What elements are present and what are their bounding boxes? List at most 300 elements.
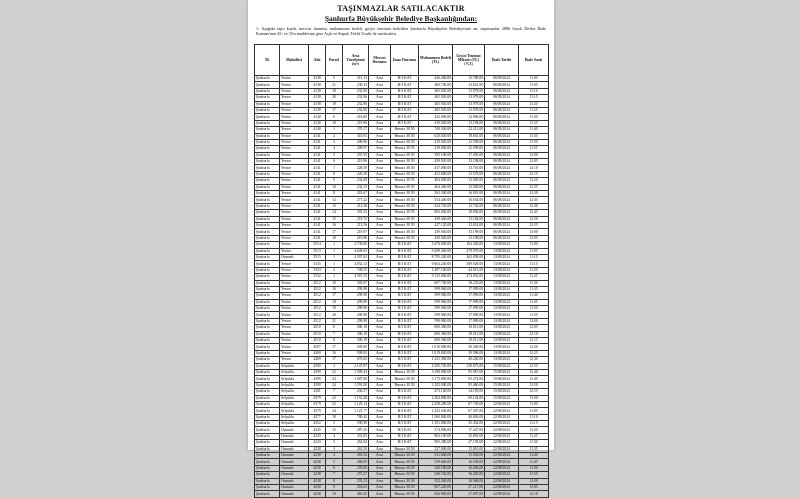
cell-tarih: 13/08/2024 <box>485 274 519 280</box>
cell-mahalle: Osmanlı <box>280 254 309 260</box>
cell-mahalle: Osmanlı <box>280 453 309 459</box>
cell-mahalle: Yenice <box>280 248 309 254</box>
cell-tarih: 13/08/2024 <box>485 357 519 363</box>
cell-mahalle: Selçuklu <box>280 408 309 414</box>
cell-teminat: 12.598,00 <box>453 139 485 145</box>
cell-bedel: 1.019.840,00 <box>419 350 453 356</box>
cell-parsel: 21 <box>326 318 343 324</box>
cell-teminat: 16.206,00 <box>453 465 485 471</box>
cell-imar: B/3 KAT <box>391 95 419 101</box>
cell-parsel: 8 <box>326 338 343 344</box>
cell-mahalle: Yenice <box>280 306 309 312</box>
cell-mevcut: Arsa <box>369 248 391 254</box>
cell-imar: B/3 KAT <box>391 242 419 248</box>
cell-mahalle: Yenice <box>280 318 309 324</box>
cell-il: Şanlıurfa <box>255 248 280 254</box>
column-header: Geçici Teminat Miktarı (TL) (%3) <box>453 45 485 76</box>
cell-il: Şanlıurfa <box>255 159 280 165</box>
cell-bedel: 439.920,00 <box>419 159 453 165</box>
cell-teminat: 15.932,00 <box>453 453 485 459</box>
cell-mevcut: Arsa <box>369 184 391 190</box>
cell-tarih: 13/08/2024 <box>485 293 519 299</box>
cell-mevcut: Arsa <box>369 338 391 344</box>
cell-imar: Hmaxx 30.50 <box>391 235 419 241</box>
cell-area: 4.397,62 <box>343 254 369 260</box>
cell-parsel: 1 <box>326 127 343 133</box>
cell-tarih: 13/08/2024 <box>485 286 519 292</box>
cell-mevcut: Arsa <box>369 401 391 407</box>
cell-mevcut: Arsa <box>369 440 391 446</box>
cell-bedel: 432.000,00 <box>419 114 453 120</box>
cell-saat: 11:20 <box>519 101 549 107</box>
cell-mahalle: Yenice <box>280 293 309 299</box>
cell-tarih: 06/08/2024 <box>485 95 519 101</box>
cell-il: Şanlıurfa <box>255 369 280 375</box>
cell-mahalle: Selçuklu <box>280 389 309 395</box>
cell-il: Şanlıurfa <box>255 433 280 439</box>
cell-parsel: 13 <box>326 203 343 209</box>
cell-bedel: 419.920,00 <box>419 139 453 145</box>
cell-imar: Hmaxx 30.50 <box>391 465 419 471</box>
cell-il: Şanlıurfa <box>255 414 280 420</box>
cell-bedel: 574.900,00 <box>419 427 453 433</box>
cell-mahalle: Yenice <box>280 267 309 273</box>
cell-teminat: 164.340,00 <box>453 242 485 248</box>
cell-teminat: 67.749,00 <box>453 401 485 407</box>
cell-imar: B/3 KAT <box>391 325 419 331</box>
cell-bedel: 554.440,00 <box>419 197 453 203</box>
cell-il: Şanlıurfa <box>255 299 280 305</box>
cell-bedel: 600.360,00 <box>419 331 453 337</box>
cell-saat: 13:05 <box>519 235 549 241</box>
cell-tarih: 13/08/2024 <box>485 325 519 331</box>
cell-il: Şanlıurfa <box>255 344 280 350</box>
cell-saat: 11:45 <box>519 299 549 305</box>
cell-ada: 4238 <box>309 478 326 484</box>
cell-mahalle: Yenice <box>280 274 309 280</box>
cell-il: Şanlıurfa <box>255 178 280 184</box>
cell-ada: 4141 <box>309 216 326 222</box>
cell-saat: 11:25 <box>519 107 549 113</box>
cell-area: 232,96 <box>343 88 369 94</box>
cell-mahalle: Yenice <box>280 88 309 94</box>
document-subtitle: Şanlıurfa Büyükşehir Belediye Başkanlığından: <box>324 14 478 23</box>
cell-area: 1.587,90 <box>343 376 369 382</box>
cell-il: Şanlıurfa <box>255 363 280 369</box>
cell-saat: 11:25 <box>519 274 549 280</box>
cell-tarih: 13/08/2024 <box>485 267 519 273</box>
cell-parsel: 12 <box>326 197 343 203</box>
cell-area: 270,09 <box>343 465 369 471</box>
cell-ada: 4138 <box>309 107 326 113</box>
cell-area: 303,87 <box>343 280 369 286</box>
cell-il: Şanlıurfa <box>255 274 280 280</box>
cell-teminat: 30.596,00 <box>453 350 485 356</box>
cell-tarih: 22/08/2024 <box>485 446 519 452</box>
cell-mahalle: Yenice <box>280 165 309 171</box>
cell-area: 748,55 <box>343 267 369 273</box>
cell-mahalle: Yenice <box>280 95 309 101</box>
cell-mevcut: Arsa <box>369 433 391 439</box>
cell-ada: 4141 <box>309 191 326 197</box>
cell-tarih: 13/08/2024 <box>485 331 519 337</box>
cell-il: Şanlıurfa <box>255 325 280 331</box>
cell-tarih: 06/08/2024 <box>485 120 519 126</box>
cell-saat: 12:35 <box>519 197 549 203</box>
cell-ada: 4469 <box>309 350 326 356</box>
cell-bedel: 3.175.800,00 <box>419 376 453 382</box>
cell-mevcut: Arsa <box>369 197 391 203</box>
cell-imar: B/3 KAT <box>391 248 419 254</box>
cell-mevcut: Arsa <box>369 427 391 433</box>
cell-imar: B/3 KAT <box>391 293 419 299</box>
cell-mevcut: Arsa <box>369 114 391 120</box>
cell-area: 219,96 <box>343 159 369 165</box>
cell-imar: B/3 KAT <box>391 401 419 407</box>
cell-mevcut: Arsa <box>369 203 391 209</box>
cell-area: 276,13 <box>343 478 369 484</box>
cell-il: Şanlıurfa <box>255 171 280 177</box>
cell-tarih: 22/08/2024 <box>485 491 519 497</box>
cell-saat: 11:15 <box>519 261 549 267</box>
cell-bedel: 926.900,00 <box>419 491 453 497</box>
cell-ada: 4141 <box>309 171 326 177</box>
cell-parsel: 23 <box>326 401 343 407</box>
cell-teminat: 18.011,00 <box>453 338 485 344</box>
cell-mevcut: Arsa <box>369 306 391 312</box>
cell-tarih: 06/08/2024 <box>485 82 519 88</box>
cell-tarih: 22/08/2024 <box>485 440 519 446</box>
cell-saat: 12:00 <box>519 478 549 484</box>
cell-mahalle: Yenice <box>280 203 309 209</box>
cell-tarih: 06/08/2024 <box>485 88 519 94</box>
cell-bedel: 603.040,00 <box>419 210 453 216</box>
cell-bedel: 540.180,00 <box>419 465 453 471</box>
cell-bedel: 465.920,00 <box>419 101 453 107</box>
column-header: İhale Saati <box>519 45 549 76</box>
cell-bedel: 599.960,00 <box>419 286 453 292</box>
cell-il: Şanlıurfa <box>255 165 280 171</box>
cell-ada: 4238 <box>309 472 326 478</box>
cell-area: 232,96 <box>343 95 369 101</box>
cell-imar: Hmaxx 30.50 <box>391 139 419 145</box>
cell-teminat: 95.967,00 <box>453 369 485 375</box>
cell-il: Şanlıurfa <box>255 101 280 107</box>
table-row <box>255 491 549 497</box>
cell-mahalle: Osmanlı <box>280 433 309 439</box>
cell-area: 2.739,00 <box>343 242 369 248</box>
cell-parsel: 3 <box>326 421 343 427</box>
cell-il: Şanlıurfa <box>255 139 280 145</box>
cell-tarih: 15/08/2024 <box>485 369 519 375</box>
document-page <box>248 0 554 496</box>
cell-imar: B/3 KAT <box>391 440 419 446</box>
cell-saat: 11:05 <box>519 408 549 414</box>
cell-parsel: 10 <box>326 414 343 420</box>
cell-il: Şanlıurfa <box>255 216 280 222</box>
cell-bedel: 2.304.800,00 <box>419 395 453 401</box>
cell-mahalle: Yenice <box>280 357 309 363</box>
cell-bedel: 740.340,00 <box>419 127 453 133</box>
cell-parsel: 6 <box>326 465 343 471</box>
cell-imar: Hmaxx 30.50 <box>391 216 419 222</box>
cell-bedel: 1.010.000,00 <box>419 344 453 350</box>
cell-mahalle: Selçuklu <box>280 369 309 375</box>
cell-parsel: 1 <box>326 242 343 248</box>
cell-mahalle: Yenice <box>280 299 309 305</box>
cell-mahalle: Yenice <box>280 222 309 228</box>
cell-mahalle: Selçuklu <box>280 414 309 420</box>
cell-saat: 11:15 <box>519 421 549 427</box>
cell-bedel: 862.100,00 <box>419 433 453 439</box>
cell-bedel: 439.440,00 <box>419 216 453 222</box>
cell-ada: 4141 <box>309 229 326 235</box>
cell-mevcut: Arsa <box>369 242 391 248</box>
cell-imar: B/3 KAT <box>391 338 419 344</box>
cell-tarih: 22/08/2024 <box>485 485 519 491</box>
cell-area: 370,17 <box>343 127 369 133</box>
cell-imar: Hmaxx 30.50 <box>391 146 419 152</box>
cell-imar: Hmaxx 30.50 <box>391 382 419 388</box>
cell-il: Şanlıurfa <box>255 401 280 407</box>
cell-mahalle: Yenice <box>280 127 309 133</box>
cell-imar: B/3 KAT <box>391 350 419 356</box>
cell-il: Şanlıurfa <box>255 280 280 286</box>
cell-area: 300,18 <box>343 325 369 331</box>
cell-ada: 4469 <box>309 357 326 363</box>
cell-saat: 11:05 <box>519 82 549 88</box>
cell-il: Şanlıurfa <box>255 331 280 337</box>
cell-area: 265,52 <box>343 453 369 459</box>
cell-parsel: 17 <box>326 229 343 235</box>
cell-tarih: 13/08/2024 <box>485 318 519 324</box>
cell-teminat: 40.240,00 <box>453 357 485 363</box>
cell-area: 505,00 <box>343 344 369 350</box>
cell-mevcut: Arsa <box>369 478 391 484</box>
cell-mahalle: Yenice <box>280 101 309 107</box>
cell-parsel: 7 <box>326 331 343 337</box>
cell-saat: 11:15 <box>519 95 549 101</box>
cell-teminat: 27.159,00 <box>453 440 485 446</box>
cell-tarih: 06/08/2024 <box>485 184 519 190</box>
cell-teminat: 22.211,00 <box>453 127 485 133</box>
cell-ada: 5332 <box>309 274 326 280</box>
cell-mevcut: Arsa <box>369 191 391 197</box>
cell-mahalle: Yenice <box>280 191 309 197</box>
cell-teminat: 13.198,00 <box>453 120 485 126</box>
cell-ada: 4390 <box>309 376 326 382</box>
cell-tarih: 13/08/2024 <box>485 248 519 254</box>
cell-ada: 4238 <box>309 465 326 471</box>
cell-mevcut: Arsa <box>369 363 391 369</box>
cell-mahalle: Yenice <box>280 114 309 120</box>
cell-parsel: 3 <box>326 440 343 446</box>
cell-saat: 11:20 <box>519 427 549 433</box>
cell-il: Şanlıurfa <box>255 453 280 459</box>
cell-parsel: 14 <box>326 210 343 216</box>
cell-saat: 12:00 <box>519 152 549 158</box>
cell-teminat: 27.807,00 <box>453 491 485 497</box>
cell-area: 213,13 <box>343 76 369 82</box>
cell-tarih: 06/08/2024 <box>485 133 519 139</box>
cell-mevcut: Arsa <box>369 261 391 267</box>
cell-tarih: 13/08/2024 <box>485 338 519 344</box>
cell-ada: 5335 <box>309 261 326 267</box>
cell-area: 780,42 <box>343 414 369 420</box>
cell-area: 1.129,14 <box>343 401 369 407</box>
cell-il: Şanlıurfa <box>255 242 280 248</box>
cell-mevcut: Arsa <box>369 331 391 337</box>
cell-il: Şanlıurfa <box>255 254 280 260</box>
cell-parsel: 21 <box>326 82 343 88</box>
cell-teminat: 13.928,00 <box>453 184 485 190</box>
cell-mevcut: Arsa <box>369 95 391 101</box>
cell-saat: 11:50 <box>519 306 549 312</box>
cell-mahalle: Yenice <box>280 242 309 248</box>
cell-parsel: 5 <box>326 76 343 82</box>
cell-area: 291,55 <box>343 152 369 158</box>
cell-saat: 11:40 <box>519 453 549 459</box>
cell-il: Şanlıurfa <box>255 235 280 241</box>
cell-teminat: 13.198,00 <box>453 159 485 165</box>
cell-saat: 11:20 <box>519 267 549 273</box>
cell-area: 509,92 <box>343 350 369 356</box>
cell-il: Şanlıurfa <box>255 408 280 414</box>
cell-bedel: 905.280,00 <box>419 440 453 446</box>
cell-parsel: 8 <box>326 171 343 177</box>
cell-area: 299,98 <box>343 312 369 318</box>
cell-area: 219,97 <box>343 229 369 235</box>
cell-saat: 12:05 <box>519 325 549 331</box>
cell-teminat: 95.460,00 <box>453 382 485 388</box>
cell-ada: 4379 <box>309 395 326 401</box>
cell-il: Şanlıurfa <box>255 107 280 113</box>
cell-ada: 4512 <box>309 293 326 299</box>
cell-mahalle: Osmanlı <box>280 485 309 491</box>
cell-tarih: 22/08/2024 <box>485 408 519 414</box>
cell-saat: 11:55 <box>519 472 549 478</box>
cell-tarih: 06/08/2024 <box>485 127 519 133</box>
cell-ada: 4512 <box>309 286 326 292</box>
cell-mahalle: Osmanlı <box>280 478 309 484</box>
cell-mahalle: Yenice <box>280 325 309 331</box>
cell-ada: 4141 <box>309 133 326 139</box>
cell-imar: B/3 KAT <box>391 389 419 395</box>
cell-teminat: 16.403,00 <box>453 472 485 478</box>
cell-teminat: 67.307,00 <box>453 408 485 414</box>
cell-mahalle: Yenice <box>280 178 309 184</box>
cell-imar: Hmaxx 30.50 <box>391 203 419 209</box>
cell-tarih: 15/08/2024 <box>485 389 519 395</box>
cell-bedel: 439.920,00 <box>419 120 453 126</box>
cell-il: Şanlıurfa <box>255 421 280 427</box>
cell-area: 273,37 <box>343 472 369 478</box>
cell-teminat: 12.960,00 <box>453 114 485 120</box>
cell-parsel: 1 <box>326 254 343 260</box>
cell-parsel: 15 <box>326 216 343 222</box>
cell-teminat: 46.826,00 <box>453 414 485 420</box>
cell-area: 300,18 <box>343 331 369 337</box>
cell-bedel: 600.360,00 <box>419 325 453 331</box>
cell-mevcut: Arsa <box>369 152 391 158</box>
cell-imar: B/3 KAT <box>391 76 419 82</box>
cell-parsel: 5 <box>326 459 343 465</box>
cell-tarih: 22/08/2024 <box>485 453 519 459</box>
cell-teminat: 13.978,00 <box>453 88 485 94</box>
cell-saat: 11:40 <box>519 293 549 299</box>
cell-saat: 11:00 <box>519 242 549 248</box>
cell-imar: B/3 KAT <box>391 421 419 427</box>
cell-teminat: 17.999,00 <box>453 286 485 292</box>
cell-tarih: 15/08/2024 <box>485 363 519 369</box>
cell-imar: Hmaxx 30.50 <box>391 453 419 459</box>
cell-saat: 13:00 <box>519 229 549 235</box>
cell-mevcut: Arsa <box>369 159 391 165</box>
cell-parsel: 3 <box>326 446 343 452</box>
cell-il: Şanlıurfa <box>255 127 280 133</box>
cell-mahalle: Yenice <box>280 139 309 145</box>
cell-teminat: 35.454,00 <box>453 421 485 427</box>
cell-il: Şanlıurfa <box>255 114 280 120</box>
cell-mevcut: Arsa <box>369 133 391 139</box>
cell-imar: B/3 KAT <box>391 286 419 292</box>
cell-mevcut: Arsa <box>369 280 391 286</box>
cell-ada: 4243 <box>309 433 326 439</box>
cell-saat: 12:35 <box>519 363 549 369</box>
cell-mevcut: Arsa <box>369 222 391 228</box>
cell-mahalle: Yenice <box>280 210 309 216</box>
cell-tarih: 06/08/2024 <box>485 101 519 107</box>
cell-parsel: 4 <box>326 146 343 152</box>
cell-saat: 12:40 <box>519 369 549 375</box>
cell-bedel: 4.295.740,00 <box>419 363 453 369</box>
cell-saat: 12:15 <box>519 338 549 344</box>
cell-area: 281,67 <box>343 191 369 197</box>
cell-il: Şanlıurfa <box>255 197 280 203</box>
cell-area: 219,72 <box>343 216 369 222</box>
cell-ada: 4238 <box>309 459 326 465</box>
cell-ada: 4512 <box>309 312 326 318</box>
cell-il: Şanlıurfa <box>255 357 280 363</box>
cell-il: Şanlıurfa <box>255 376 280 382</box>
cell-ada: 5333 <box>309 267 326 273</box>
cell-tarih: 06/08/2024 <box>485 210 519 216</box>
cell-tarih: 06/08/2024 <box>485 76 519 82</box>
cell-mevcut: Arsa <box>369 389 391 395</box>
cell-teminat: 12.742,00 <box>453 203 485 209</box>
cell-ada: 4390 <box>309 369 326 375</box>
cell-bedel: 552.260,00 <box>419 478 453 484</box>
cell-tarih: 13/08/2024 <box>485 350 519 356</box>
cell-bedel: 426.260,00 <box>419 76 453 82</box>
cell-mevcut: Arsa <box>369 421 391 427</box>
cell-bedel: 439.940,00 <box>419 229 453 235</box>
cell-imar: B/3 KAT <box>391 107 419 113</box>
cell-ada: 4245 <box>309 427 326 433</box>
cell-area: 226,30 <box>343 171 369 177</box>
cell-parsel: 18 <box>326 235 343 241</box>
cell-tarih: 13/08/2024 <box>485 312 519 318</box>
cell-saat: 12:10 <box>519 331 549 337</box>
cell-saat: 12:45 <box>519 210 549 216</box>
cell-tarih: 13/08/2024 <box>485 299 519 305</box>
cell-parsel: 16 <box>326 222 343 228</box>
cell-il: Şanlıurfa <box>255 267 280 273</box>
cell-ada: 4141 <box>309 146 326 152</box>
cell-ada: 4510 <box>309 325 326 331</box>
cell-bedel: 3.198.880,00 <box>419 369 453 375</box>
cell-area: 1.599,44 <box>343 369 369 375</box>
